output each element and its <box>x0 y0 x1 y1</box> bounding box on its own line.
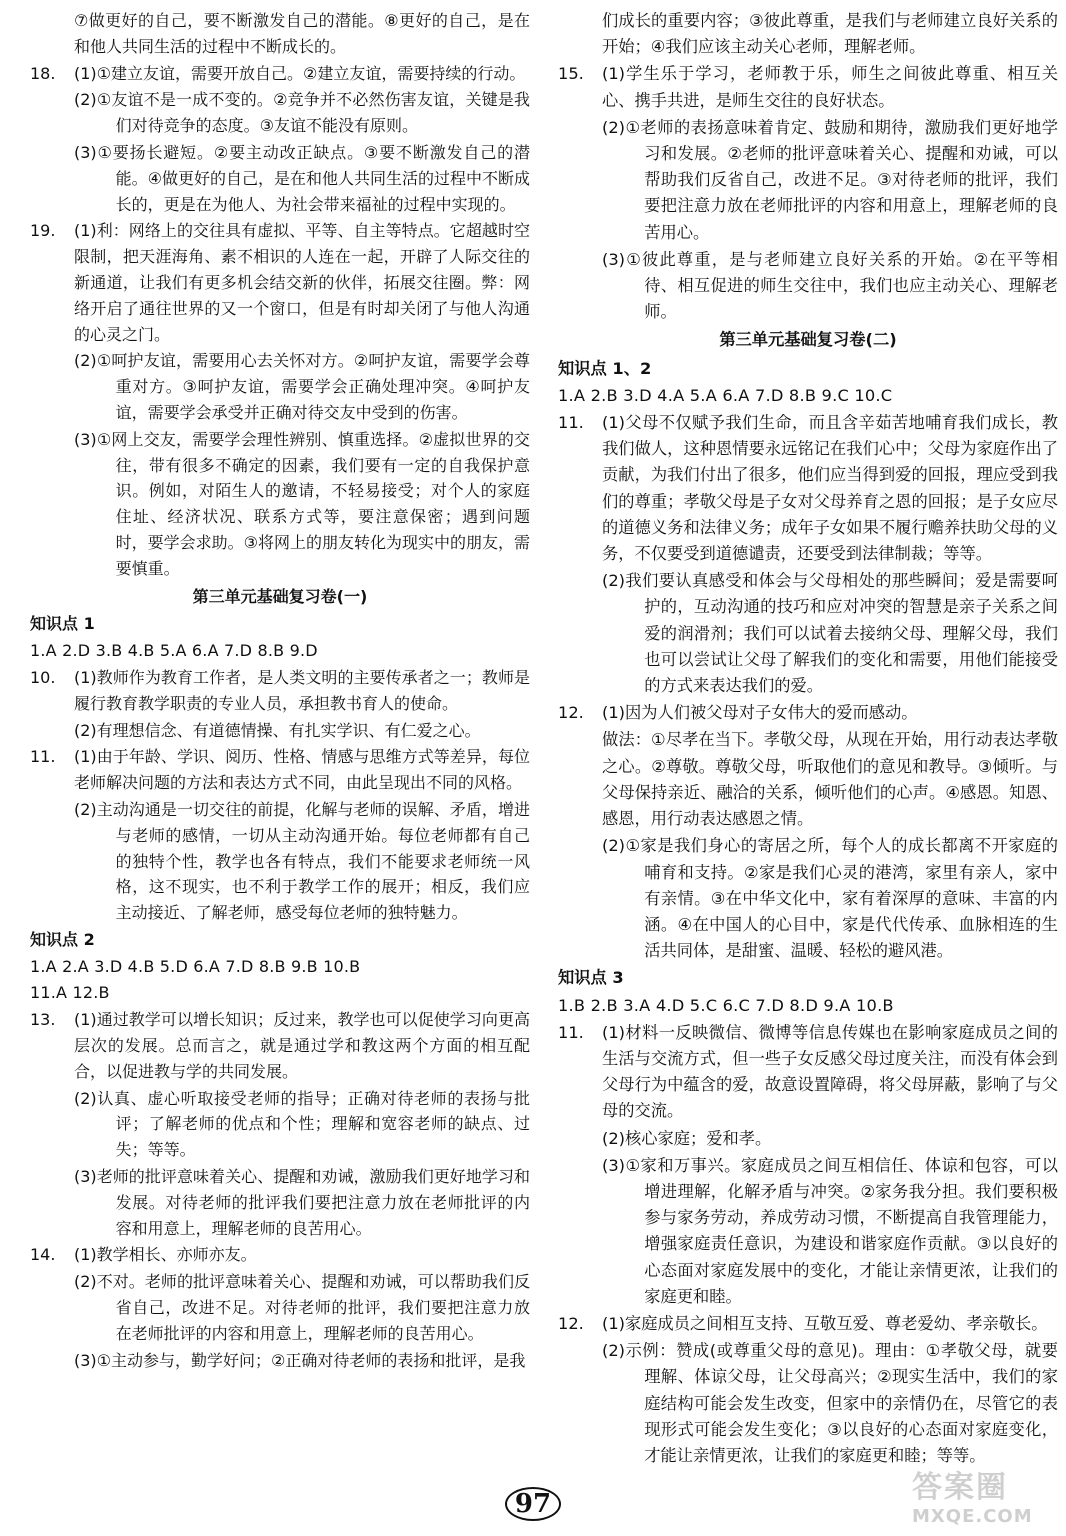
question-number: 12. <box>558 703 584 723</box>
sub-answer <box>30 87 530 139</box>
answer-text: (3)①家和万事兴。家庭成员之间互相信任、体谅和包容，可以增进理解，化解矛盾与冲突。②家务我分担。我们要积极参与家务劳动，养成劳动习惯，不断提高自我管理能力，增强家庭责任意识，为建设和谐家庭作贡献。③以良好的心态面对家庭发展中的变化，才能让亲情更浓，让我们的家庭更和睦。 <box>602 1155 1058 1306</box>
answer-text: (3)①网上交友，需要学会理性辨别、慎重选择。②虚拟世界的交往，带有很多不确定的因素，我们要有一定的自我保护意识。例如，对陌生人的邀请，不轻易接受；对个人的家庭住址、经济状况、联系方式等，要注意保密；遇到问题时，要学会求助。③将网上的朋友转化为现实中的朋友，需要慎重。 <box>74 429 530 578</box>
sub-answer <box>30 1164 530 1241</box>
answer-text: (1)教师作为教育工作者，是人类文明的主要传承者之一；教师是履行教育教学职责的专业人员，承担教书育人的使命。 <box>74 667 530 713</box>
answer-text: (1)父母不仅赋予我们生命，而且含辛茹苦地哺育我们成长，教我们做人，这种恩情要永远铭记在我们心中；父母为家庭作出了贡献，为我们付出了很多，他们应当得到爱的回报，理应受到我们的尊重；孝敬父母是子女对父母养育之恩的回报；是子女应尽的道德义务和法律义务；成年子女如果不履行赡养扶助父母的义务，不仅要受到道德谴责，还要受到法律制裁；等等。 <box>602 413 1058 564</box>
question-number: 10. <box>30 667 56 687</box>
watermark-logo: 答案圈 MXQE.COM <box>912 1470 1033 1527</box>
question-number: 19. <box>30 221 56 241</box>
sub-answer <box>558 1153 1058 1310</box>
left-column <box>30 8 530 1374</box>
answer-text: (3)①主动参与，勤学好问；②正确对待老师的表扬和批评，是我 <box>74 1350 526 1370</box>
section-heading: 第三单元基础复习卷(一) <box>192 586 368 606</box>
sub-answer <box>558 1126 1058 1152</box>
answer-text: (1)通过教学可以增长知识；反过来，教学也可以促使学习向更高层次的发展。总而言之，就是通过学和教这两个方面的相互配合，以促进教与学的共同发展。 <box>74 1010 530 1081</box>
question-number: 11. <box>30 747 56 767</box>
question-answer <box>30 1007 530 1084</box>
answer-text: (2)核心家庭；爱和孝。 <box>602 1128 772 1148</box>
knowledge-point-label: 知识点 3 <box>558 968 624 988</box>
sub-answer <box>558 833 1058 964</box>
sub-answer <box>558 1338 1058 1469</box>
page-number: 97 <box>493 1487 573 1521</box>
question-answer <box>30 218 530 347</box>
right-column <box>558 8 1058 1470</box>
knowledge-point-label: 知识点 1、2 <box>558 358 652 378</box>
answer-text: (2)主动沟通是一切交往的前提，化解与老师的误解、矛盾，增进与老师的感情，一切从主动沟通开始。每位老师都有自己的独特个性，教学也各有特点，我们不能要求老师统一风格，这不现实，也不利于教学工作的展开；相反，我们应主动接近、了解老师，感受每位老师的独特魅力。 <box>74 799 530 923</box>
question-answer <box>30 61 530 87</box>
answer-text: (2)①家是我们身心的寄居之所，每个人的成长都离不开家庭的哺育和支持。②家是我们心灵的港湾，家里有亲人，家中有亲情。③在中华文化中，家有着深厚的意味、丰富的内涵。④在中国人的心目中，家是代代传承、血脉相连的生活共同体，是甜蜜、温暖、轻松的避风港。 <box>602 836 1058 961</box>
question-number: 11. <box>558 413 584 433</box>
sub-answer <box>558 247 1058 326</box>
answer-text: (2)不对。老师的批评意味着关心、提醒和劝诫，可以帮助我们反省自己，改进不足。对待老师的批评，我们要把注意力放在老师批评的内容和用意上，理解老师的良苦用心。 <box>74 1272 530 1343</box>
continued-text: ⑦做更好的自己，要不断激发自己的潜能。⑧更好的自己，是在和他人共同生活的过程中不断成长的。 <box>74 11 530 56</box>
answer-text: (3)①要扬长避短。②要主动改正缺点。③要不断激发自己的潜能。④做更好的自己，是在和他人共同生活的过程中不断成长的，更是在为他人、为社会带来福祉的过程中实现的。 <box>74 142 530 214</box>
sub-answer <box>30 140 530 217</box>
answer-text: (2)认真、虚心听取接受老师的指导；正确对待老师的表扬与批评；了解老师的优点和个性；理解和宽容老师的缺点、过失；等等。 <box>74 1088 530 1160</box>
sub-answer <box>30 718 530 744</box>
answer-text: (2)我们要认真感受和体会与父母相处的那些瞬间；爱是需要呵护的，互动沟通的技巧和应对冲突的智慧是亲子关系之间爱的润滑剂；我们可以试着去接纳父母、理解父母，我们也可以尝试让父母了解我们的变化和需要，用他们能接受的方式来表达我们的爱。 <box>602 571 1058 696</box>
question-answer <box>558 1020 1058 1125</box>
answer-text: (1)材料一反映微信、微博等信息传媒也在影响家庭成员之间的生活与交流方式，但一些子女反感父母过度关注，而没有体会到父母行为中蕴含的爱，故意设置障碍，将父母屏蔽，影响了与父母的交流。 <box>602 1022 1058 1121</box>
answer-text: (3)老师的批评意味着关心、提醒和劝诫，激励我们更好地学习和发展。对待老师的批评我们要把注意力放在老师批评的内容和用意上，理解老师的良苦用心。 <box>74 1167 530 1238</box>
sub-answer <box>30 1086 530 1163</box>
answer-text: (1)学生乐于学习，老师教于乐，师生之间彼此尊重、相互关心、携手共进，是师生交往的良好状态。 <box>602 64 1058 110</box>
question-number: 14. <box>30 1245 56 1265</box>
question-answer <box>30 665 530 717</box>
question-number: 12. <box>558 1313 584 1333</box>
sub-answer <box>30 1269 530 1346</box>
sub-answer <box>558 568 1058 699</box>
multiple-choice-answers: 1.A 2.D 3.B 4.B 5.A 6.A 7.D 8.B 9.D <box>30 641 318 661</box>
answer-text: (2)有理想信念、有道德情操、有扎实学识、有仁爱之心。 <box>74 720 481 740</box>
answer-text: (1)利：网络上的交往具有虚拟、平等、自主等特点。它超越时空限制，把天涯海角、素不相识的人连在一起，开辟了人际交往的新通道，让我们有更多机会结交新的伙伴，拓展交往圈。弊：网络开启了通往世界的又一个窗口，但是有时却关闭了与他人沟通的心灵之门。 <box>74 221 530 344</box>
question-number: 11. <box>558 1022 584 1042</box>
answer-text: (1)因为人们被父母对子女伟大的爱而感动。 <box>602 703 918 723</box>
question-number: 13. <box>30 1010 56 1030</box>
question-answer <box>558 700 1058 726</box>
continued-text: 们成长的重要内容；③彼此尊重，是我们与老师建立良好关系的开始；④我们应该主动关心老师，理解老师。 <box>602 11 1058 57</box>
knowledge-point-label: 知识点 2 <box>30 929 95 949</box>
answer-text: (3)①彼此尊重，是与老师建立良好关系的开始。②在平等相待、相互促进的师生交往中，我们也应主动关心、理解老师。 <box>602 249 1058 322</box>
multiple-choice-answers: 1.B 2.B 3.A 4.D 5.C 6.C 7.D 8.D 9.A 10.B <box>558 995 894 1015</box>
multiple-choice-answers: 11.A 12.B <box>30 983 110 1003</box>
question-answer <box>30 744 530 796</box>
answer-text: (2)①呵护友谊，需要用心去关怀对方。②呵护友谊，需要学会尊重对方。③呵护友谊，需要学会正确处理冲突。④呵护友谊，需要学会承受并正确对待交友中受到的伤害。 <box>74 351 530 422</box>
answer-text: (1)教学相长、亦师亦友。 <box>74 1245 257 1265</box>
sub-answer <box>30 1348 530 1374</box>
answer-text: (2)示例：赞成(或尊重父母的意见)。理由：①孝敬父母，就要理解、体谅父母，让父母高兴；②现实生活中，我们的家庭结构可能会发生改变，但家中的亲情仍在，尽管它的表现形式可能会发生变化；③以良好的心态面对家庭变化，才能让亲情更浓，让我们的家庭更和睦；等等。 <box>602 1341 1058 1465</box>
sub-answer <box>30 427 530 582</box>
question-answer <box>558 1311 1058 1337</box>
question-answer <box>558 410 1058 567</box>
knowledge-point-label: 知识点 1 <box>30 614 95 634</box>
multiple-choice-answers: 1.A 2.B 3.D 4.A 5.A 6.A 7.D 8.B 9.C 10.C <box>558 385 893 405</box>
answer-text: (2)①友谊不是一成不变的。②竞争并不必然伤害友谊，关键是我们对待竞争的态度。③友谊不能没有原则。 <box>74 90 530 136</box>
continued-text: 做法：①尽孝在当下。孝敬父母，从现在开始，用行动表达孝敬之心。②尊敬。尊敬父母，听取他们的意见和教导。③倾听。与父母保持亲近、融洽的关系，倾听他们的心声。④感恩。知恩、感恩，用行动表达感恩之情。 <box>602 730 1058 829</box>
question-answer <box>558 61 1058 113</box>
question-number: 18. <box>30 63 56 83</box>
answer-text: (1)家庭成员之间相互支持、互敬互爱、尊老爱幼、孝亲敬长。 <box>602 1313 1048 1333</box>
sub-answer <box>30 797 530 926</box>
answer-text: (2)①老师的表扬意味着肯定、鼓励和期待，激励我们更好地学习和发展。②老师的批评意味着关心、提醒和劝诫，可以帮助我们反省自己，改进不足。③对待老师的批评，我们要把注意力放在老师批评的内容和用意上，理解老师的良苦用心。 <box>602 117 1058 242</box>
sub-answer <box>30 348 530 425</box>
answer-text: (1)由于年龄、学识、阅历、性格、情感与思维方式等差异，每位老师解决问题的方法和表达方式不同，由此呈现出不同的风格。 <box>74 747 530 793</box>
question-number: 15. <box>558 64 584 84</box>
multiple-choice-answers: 1.A 2.A 3.D 4.B 5.D 6.A 7.D 8.B 9.B 10.B <box>30 956 361 976</box>
section-heading: 第三单元基础复习卷(二) <box>719 330 897 350</box>
question-answer <box>30 1242 530 1268</box>
answer-text: (1)①建立友谊，需要开放自己。②建立友谊，需要持续的行动。 <box>74 63 526 83</box>
sub-answer <box>558 115 1058 246</box>
